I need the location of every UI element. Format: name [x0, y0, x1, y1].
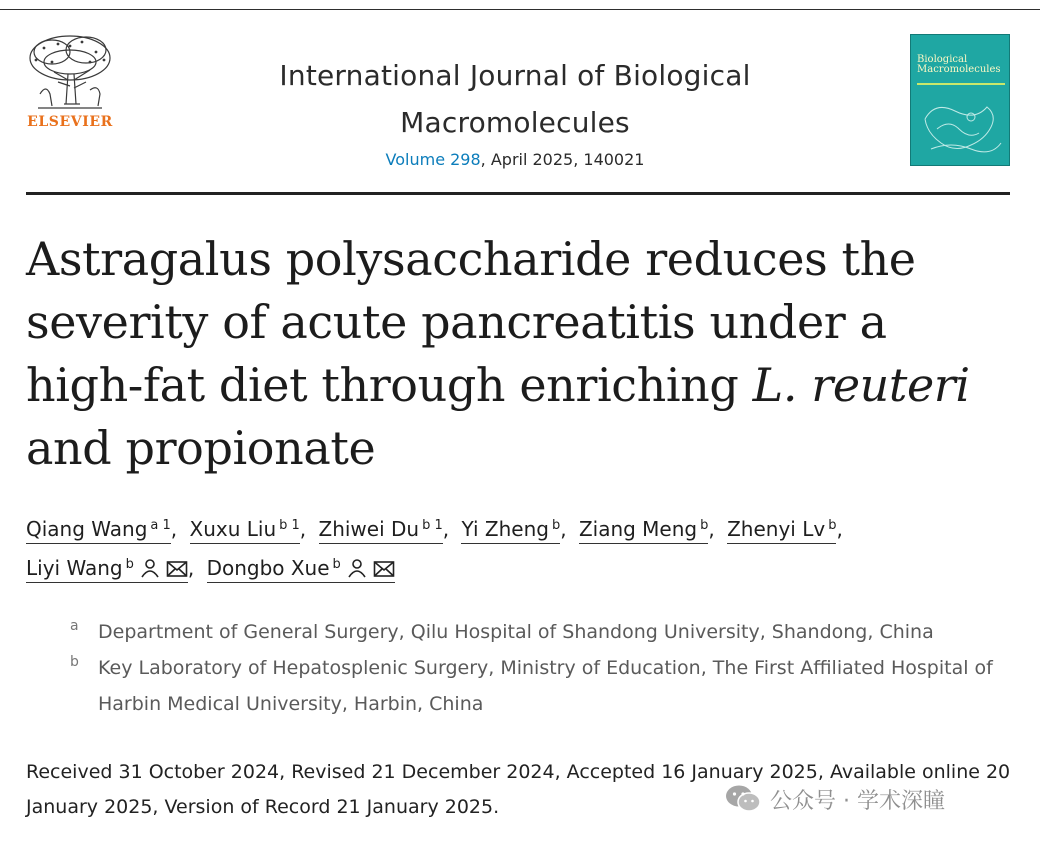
- author-superscript: b: [700, 518, 709, 533]
- journal-title[interactable]: International Journal of Biological Macromolecules: [279, 59, 751, 139]
- person-icon: [347, 558, 367, 578]
- author-name: Yi Zheng: [461, 517, 549, 541]
- cover-artwork-icon: [911, 89, 1010, 166]
- affiliation-item: [70, 614, 1010, 650]
- author-list: Qiang Wang $^{a 1}$, Xuxu Liu $^{b 1}$, Zhiwei Du $^{b 1}$, Yi Zheng $^b$, Ziang Meng $^b$, Zhenyi Lv $^b$, Liyi Wang $^b$ , Dongbo Xue $^b$: [26, 508, 1026, 586]
- wechat-watermark: [724, 782, 945, 816]
- author-superscript: b 1: [422, 518, 443, 533]
- watermark-text: 公众号 · 学术深瞳: [770, 788, 945, 814]
- author-name: Zhiwei Du: [318, 517, 420, 541]
- author-name: Liyi Wang: [26, 556, 123, 580]
- author-superscript: b: [828, 518, 837, 533]
- cover-masthead: Biological Macromolecules: [917, 54, 1001, 75]
- title-text-1: Astragalus polysaccharide reduces the severity of acute pancreatitis under a high-fat diet through enriching: [26, 232, 916, 412]
- author-superscript: b: [332, 557, 341, 572]
- author-link[interactable]: [727, 517, 836, 544]
- affiliation-key: b: [70, 654, 79, 670]
- envelope-icon: [166, 560, 188, 578]
- author-name: Qiang Wang: [26, 517, 148, 541]
- title-species-italic: L. reuteri: [752, 358, 970, 412]
- author-link[interactable]: [461, 517, 560, 544]
- author-superscript: a 1: [150, 518, 171, 533]
- author-link[interactable]: [26, 517, 171, 544]
- author-superscript: b: [551, 518, 561, 533]
- affiliation-list: [70, 614, 1010, 722]
- author-link[interactable]: [319, 517, 443, 544]
- author-name: Ziang Meng: [578, 517, 698, 541]
- author-link[interactable]: [579, 517, 708, 544]
- affiliation-key: a: [70, 618, 79, 634]
- title-text-2: and propionate: [26, 421, 376, 475]
- author-link[interactable]: [207, 556, 395, 583]
- author-name: Xuxu Liu: [189, 517, 277, 541]
- author-link[interactable]: [190, 517, 300, 544]
- envelope-icon: [373, 560, 395, 578]
- affiliation-text: Key Laboratory of Hepatosplenic Surgery, Ministry of Education, The First Affiliated Hospital of Harbin Medical University, Harbin, China: [98, 657, 993, 715]
- issue-line: [210, 150, 820, 169]
- volume-link[interactable]: Volume 298: [385, 150, 481, 169]
- top-rule: [0, 9, 1040, 10]
- publication-history: Received 31 October 2024, Revised 21 December 2024, Accepted 16 January 2025, Available online 20 January 2025, Version of Record 21 January 2025.: [26, 761, 1011, 818]
- author-superscript: b: [125, 557, 134, 572]
- article-title: [26, 228, 1016, 480]
- author-name: Zhenyi Lv: [727, 517, 826, 541]
- elsevier-logo[interactable]: [24, 34, 116, 134]
- issue-details: , April 2025, 140021: [480, 150, 645, 169]
- person-icon: [140, 558, 160, 578]
- header-rule: [26, 192, 1010, 195]
- author-superscript: b 1: [279, 518, 300, 533]
- journal-cover-thumbnail[interactable]: [910, 34, 1010, 166]
- elsevier-tree-icon: [24, 34, 116, 112]
- author-name: Dongbo Xue: [206, 556, 330, 580]
- affiliation-item: [70, 650, 1010, 722]
- wechat-icon: [724, 783, 762, 815]
- cover-divider: [917, 83, 1005, 85]
- publisher-name: ELSEVIER: [27, 114, 113, 130]
- author-link[interactable]: [26, 556, 188, 583]
- affiliation-text: Department of General Surgery, Qilu Hospital of Shandong University, Shandong, China: [98, 621, 934, 643]
